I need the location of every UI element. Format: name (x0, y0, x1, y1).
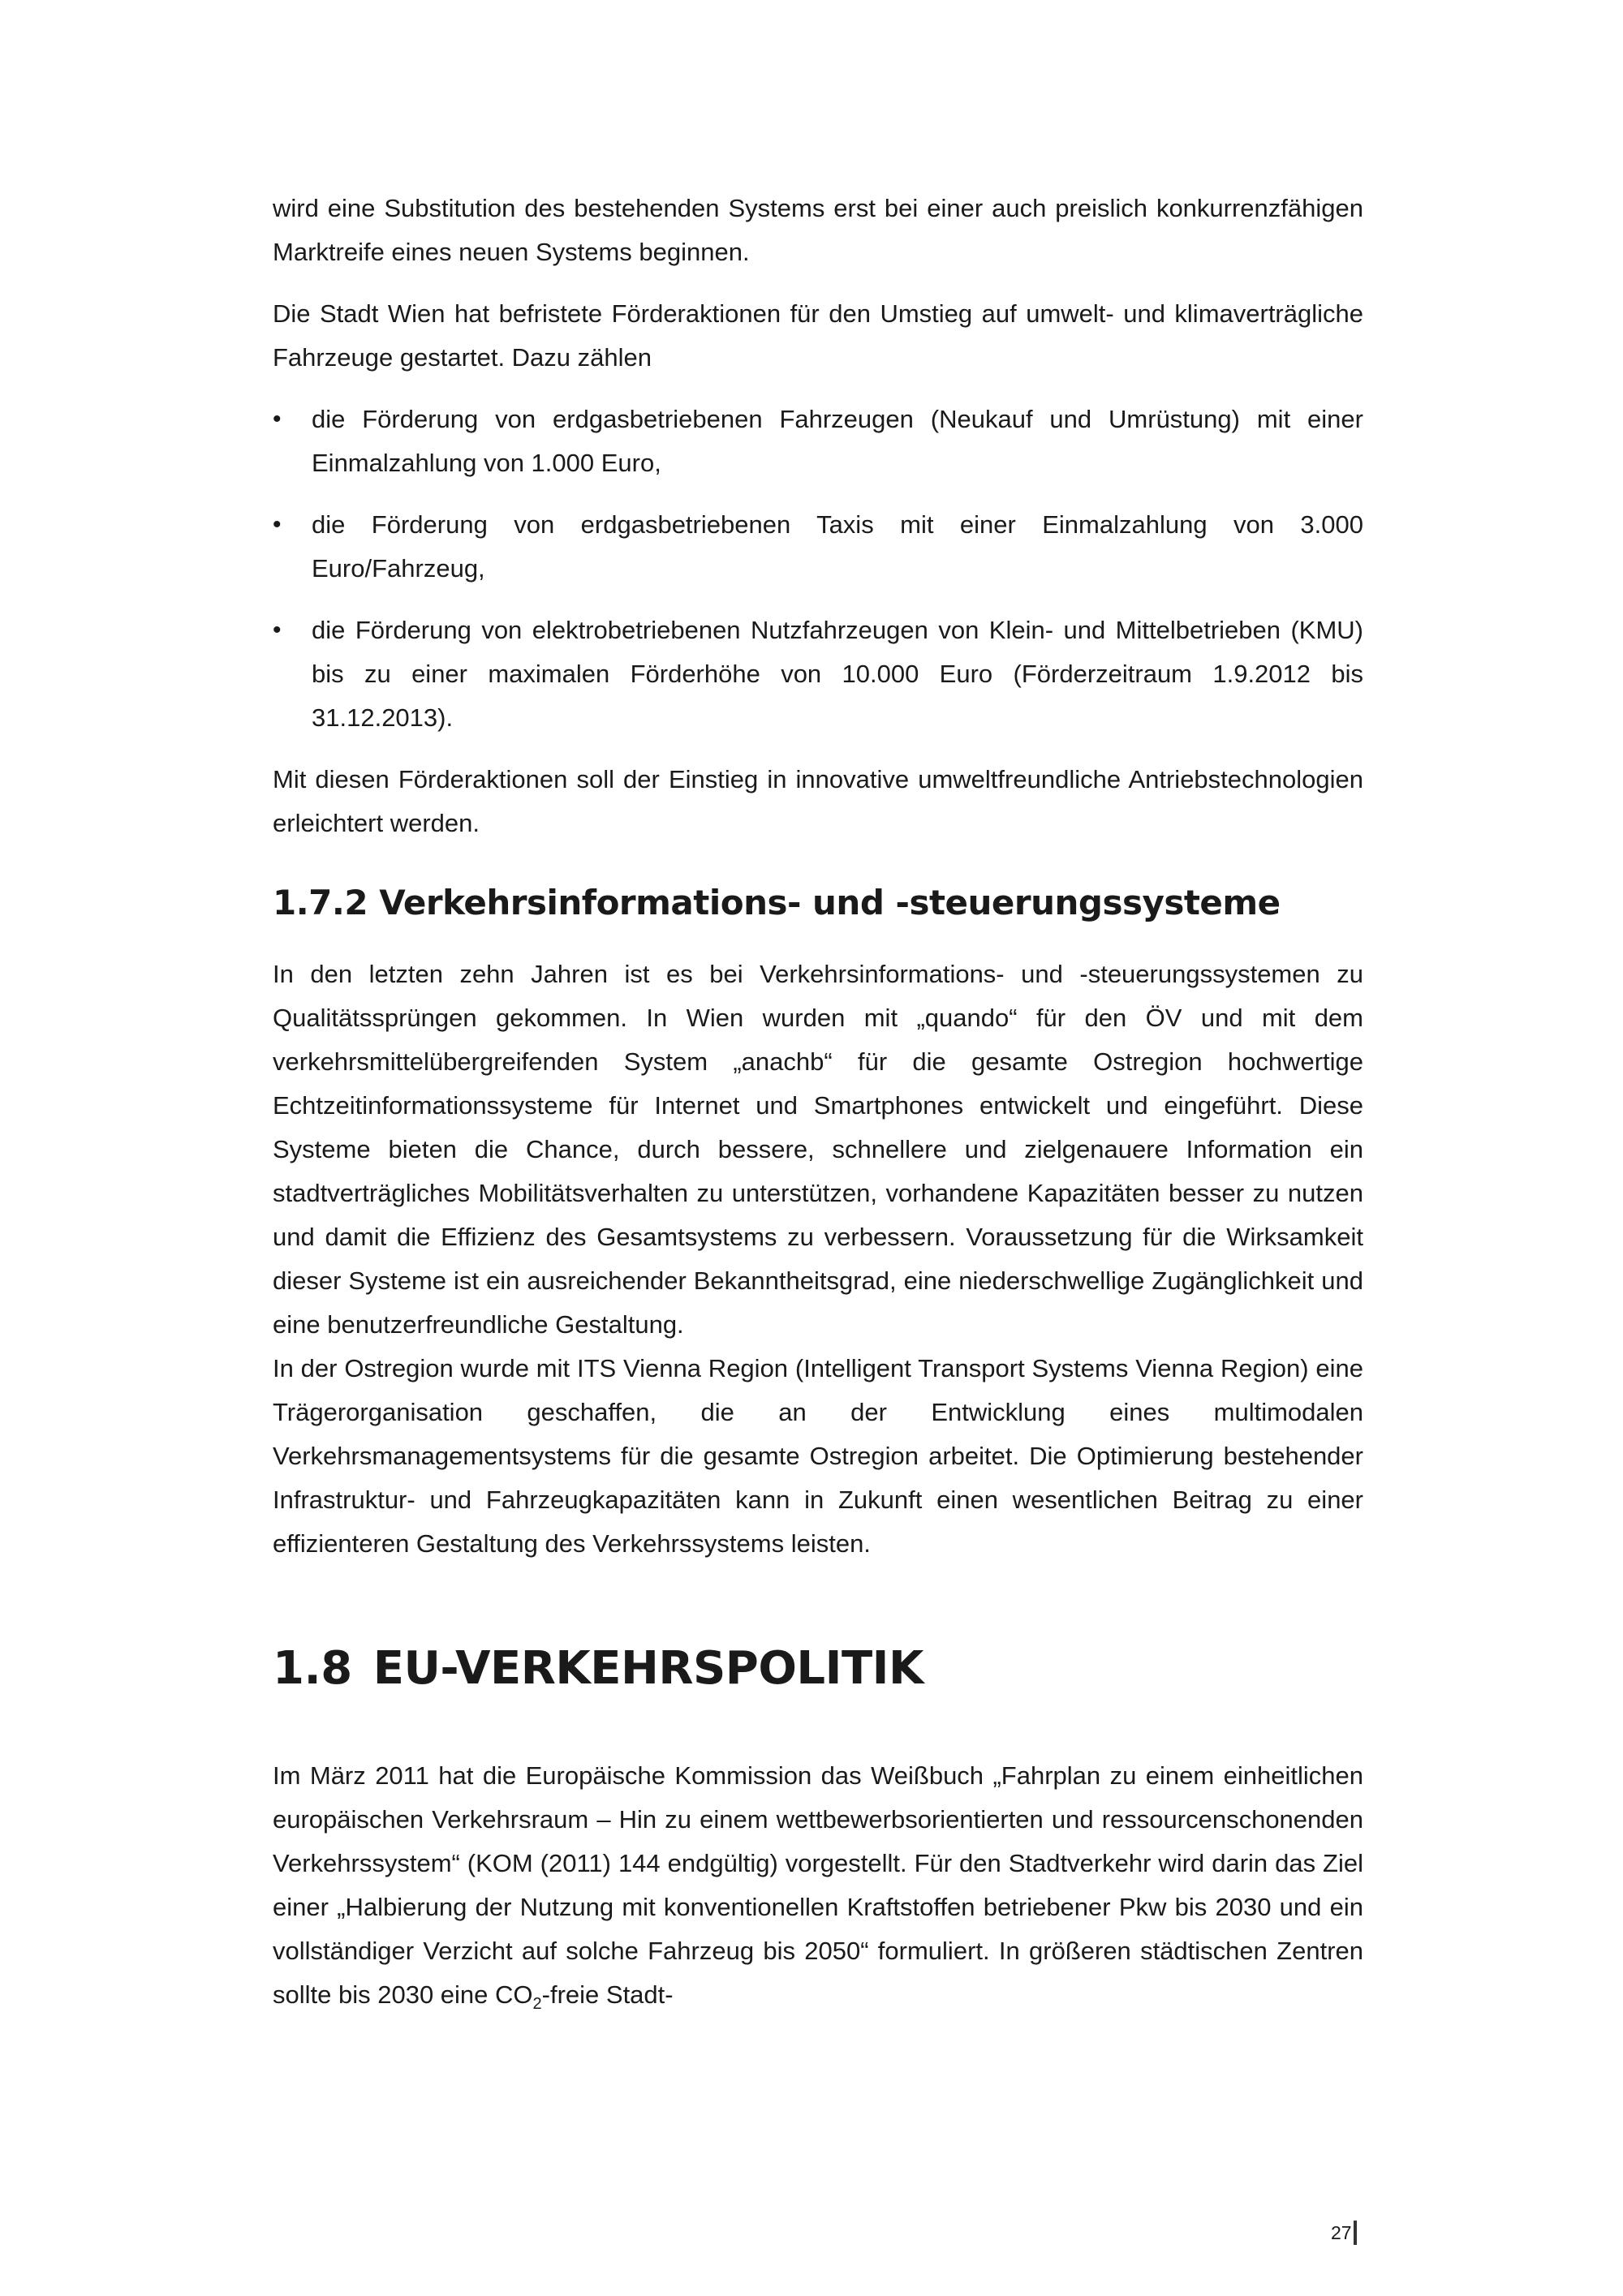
paragraph-text-end: -freie Stadt- (541, 1980, 674, 2009)
funding-list (273, 398, 1363, 740)
section-heading-1-8 (273, 1640, 1363, 1697)
section-1-7-2-paragraph-1: In den letzten zehn Jahren ist es bei Verkehrsinformations- und -steuerungssystemen zu Qualitätssprüngen gekommen. In Wien wurden mit „quando“ für den ÖV und mit dem verkehrsmittelübergreifenden System „anachb“ für die gesamte Ostregion hochwertige Echtzeitinformationssysteme für Internet und Smartphones entwickelt und eingeführt. Diese Systeme bieten die Chance, durch bessere, schnellere und zielgenauere Information ein stadtverträgliches Mobilitätsverhalten zu unterstützen, vorhandene Kapazitäten besser zu nutzen und damit die Effizienz des Gesamtsystems zu verbessern. Voraussetzung für die Wirksamkeit dieser Systeme ist ein ausreichender Bekanntheitsgrad, eine niederschwellige Zugänglichkeit und eine benutzerfreundliche Gestaltung. (273, 960, 1363, 1339)
intro-paragraph-1: wird eine Substitution des bestehenden Systems erst bei einer auch preislich konkurrenzfähigen Marktreife eines neuen Systems beginnen. (273, 194, 1363, 266)
after-list-paragraph: Mit diesen Förderaktionen soll der Einstieg in innovative umweltfreundliche Antriebstechnologien erleichtert werden. (273, 765, 1363, 837)
list-item-text: die Förderung von elektrobetriebenen Nutzfahrzeugen von Klein- und Mittelbetrieben (KMU) bis zu einer maximalen Förderhöhe von 10.000 Euro (Förderzeitraum 1.9.2012 bis 31.12.2013). (312, 616, 1363, 732)
bullet-icon: • (273, 511, 282, 538)
section-title: EU-VERKEHRSPOLITIK (372, 1642, 923, 1695)
section-number: 1.8 (273, 1642, 352, 1695)
bullet-icon: • (273, 617, 282, 643)
section-heading-1-7-2: 1.7.2 Verkehrsinformations- und -steuerungssysteme (273, 883, 1281, 922)
list-item (273, 398, 1363, 485)
section-1-8-paragraph-1 (273, 1754, 1363, 2017)
co2-subscript: 2 (532, 1995, 542, 2014)
list-item (273, 503, 1363, 591)
section-1-7-2-paragraph-2: In der Ostregion wurde mit ITS Vienna Region (Intelligent Transport Systems Vienna Region) eine Trägerorganisation geschaffen, die an der Entwicklung eines multimodalen Verkehrsmanagementsystems für die gesamte Ostregion arbeitet. Die Optimierung bestehender Infrastruktur- und Fahrzeugkapazitäten kann in Zukunft einen wesentlichen Beitrag zu einer effizienteren Gestaltung des Verkehrssystems leisten. (273, 1354, 1363, 1558)
intro-paragraph-2: Die Stadt Wien hat befristete Förderaktionen für den Umstieg auf umwelt- und klimaverträgliche Fahrzeuge gestartet. Dazu zählen (273, 299, 1363, 372)
page-content (273, 187, 1363, 2017)
paragraph-text: Im März 2011 hat die Europäische Kommission das Weißbuch „Fahrplan zu einem einheitlichen europäischen Verkehrsraum – Hin zu einem wettbewerbsorientierten und ressourcenschonenden Verkehrssystem“ (KOM (2011) 144 endgültig) vorgestellt. Für den Stadtverkehr wird darin das Ziel einer „Halbierung der Nutzung mit konventionellen Kraftstoffen betriebener Pkw bis 2030 und ein vollständiger Verzicht auf solche Fahrzeug bis 2050“ formuliert. In größeren städtischen Zentren sollte bis 2030 eine CO (273, 1761, 1363, 2009)
list-item (273, 608, 1363, 740)
page-number-bar (1354, 2221, 1357, 2245)
list-item-text: die Förderung von erdgasbetriebenen Taxis mit einer Einmalzahlung von 3.000 Euro/Fahrzeug, (312, 510, 1363, 583)
bullet-icon: • (273, 406, 282, 432)
page-number-value: 27 (1331, 2222, 1352, 2243)
page-number (1331, 2221, 1357, 2245)
list-item-text: die Förderung von erdgasbetriebenen Fahrzeugen (Neukauf und Umrüstung) mit einer Einmalzahlung von 1.000 Euro, (312, 405, 1363, 477)
